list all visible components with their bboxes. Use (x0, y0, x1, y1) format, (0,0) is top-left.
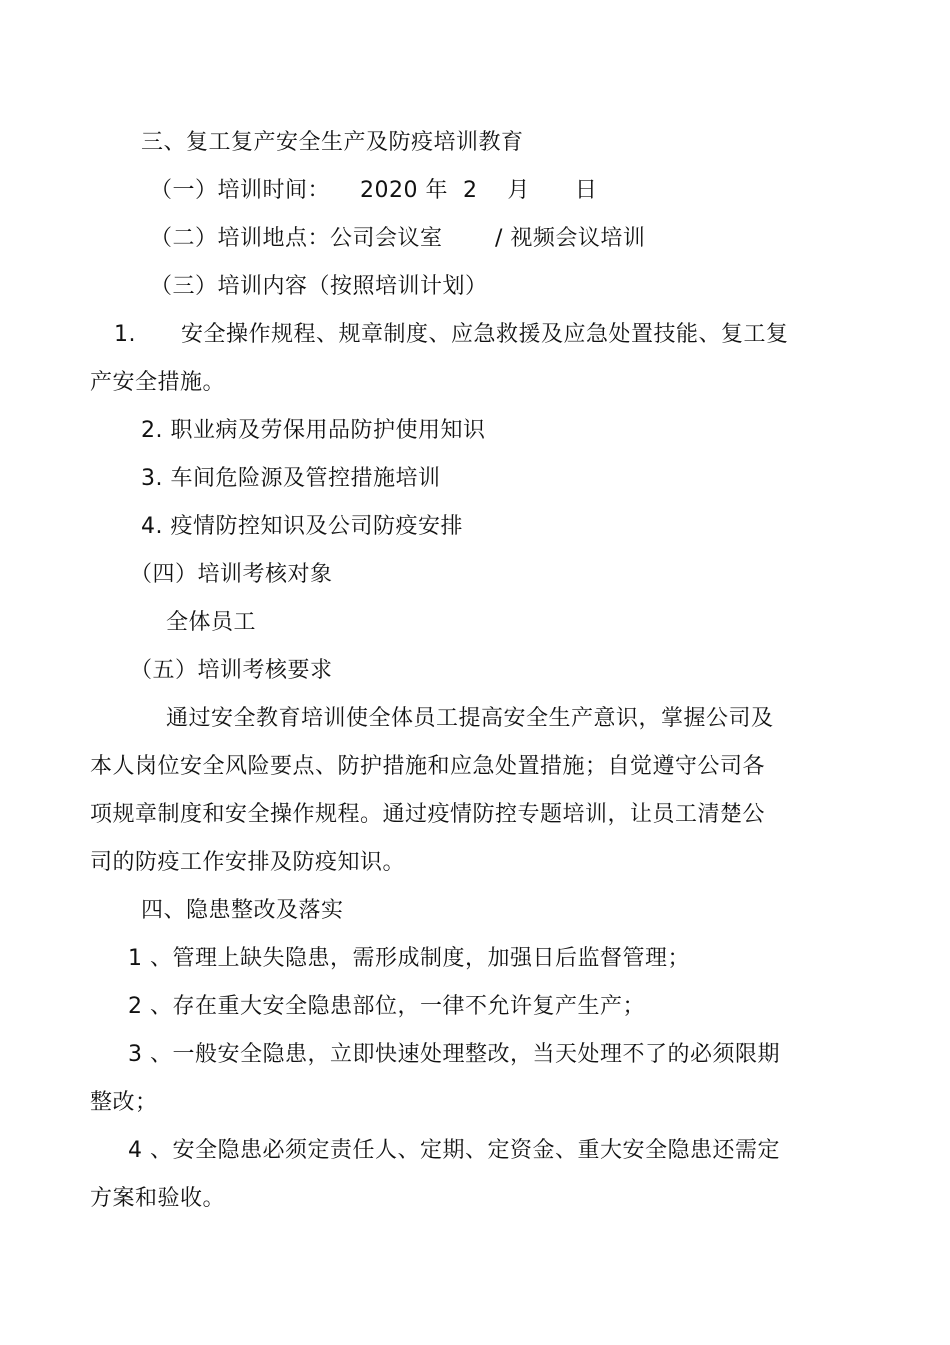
training-requirement-heading: （五）培训考核要求 (130, 658, 333, 683)
content-item-2: 2. 职业病及劳保用品防护使用知识 (141, 418, 486, 443)
requirement-paragraph-line-2: 本人岗位安全风险要点、防护措施和应急处置措施；自觉遵守公司各 (90, 754, 766, 779)
training-target-value: 全体员工 (166, 610, 257, 635)
section4-heading: 四、隐患整改及落实 (141, 898, 344, 923)
training-content-heading: （三）培训内容（按照培训计划） (150, 274, 488, 299)
hazard-item-3-line-2: 整改； (90, 1090, 158, 1115)
requirement-paragraph-line-4: 司的防疫工作安排及防疫知识。 (90, 850, 406, 875)
content-item-1-line-2: 产安全措施。 (90, 370, 226, 395)
hazard-item-4-line-1: 4 、安全隐患必须定责任人、定期、定资金、重大安全隐患还需定 (128, 1138, 780, 1163)
training-target-heading: （四）培训考核对象 (130, 562, 333, 587)
requirement-paragraph-line-1: 通过安全教育培训使全体员工提高安全生产意识，掌握公司及 (166, 706, 774, 731)
training-time-line: （一）培训时间： 2020 年 2 月 日 (150, 178, 598, 203)
hazard-item-3-line-1: 3 、一般安全隐患，立即快速处理整改，当天处理不了的必须限期 (128, 1042, 780, 1067)
hazard-item-4-line-2: 方案和验收。 (90, 1186, 226, 1211)
content-item-1-line-1: 1. 安全操作规程、规章制度、应急救援及应急处置技能、复工复 (114, 322, 789, 347)
hazard-item-2: 2 、存在重大安全隐患部位，一律不允许复产生产； (128, 994, 645, 1019)
hazard-item-1: 1 、管理上缺失隐患，需形成制度，加强日后监督管理； (128, 946, 690, 971)
requirement-paragraph-line-3: 项规章制度和安全操作规程。通过疫情防控专题培训，让员工清楚公 (90, 802, 766, 827)
section3-heading: 三、复工复产安全生产及防疫培训教育 (141, 130, 524, 155)
content-item-4: 4. 疫情防控知识及公司防疫安排 (141, 514, 463, 539)
training-place-line: （二）培训地点：公司会议室 / 视频会议培训 (150, 226, 646, 251)
content-item-3: 3. 车间危险源及管控措施培训 (141, 466, 441, 491)
